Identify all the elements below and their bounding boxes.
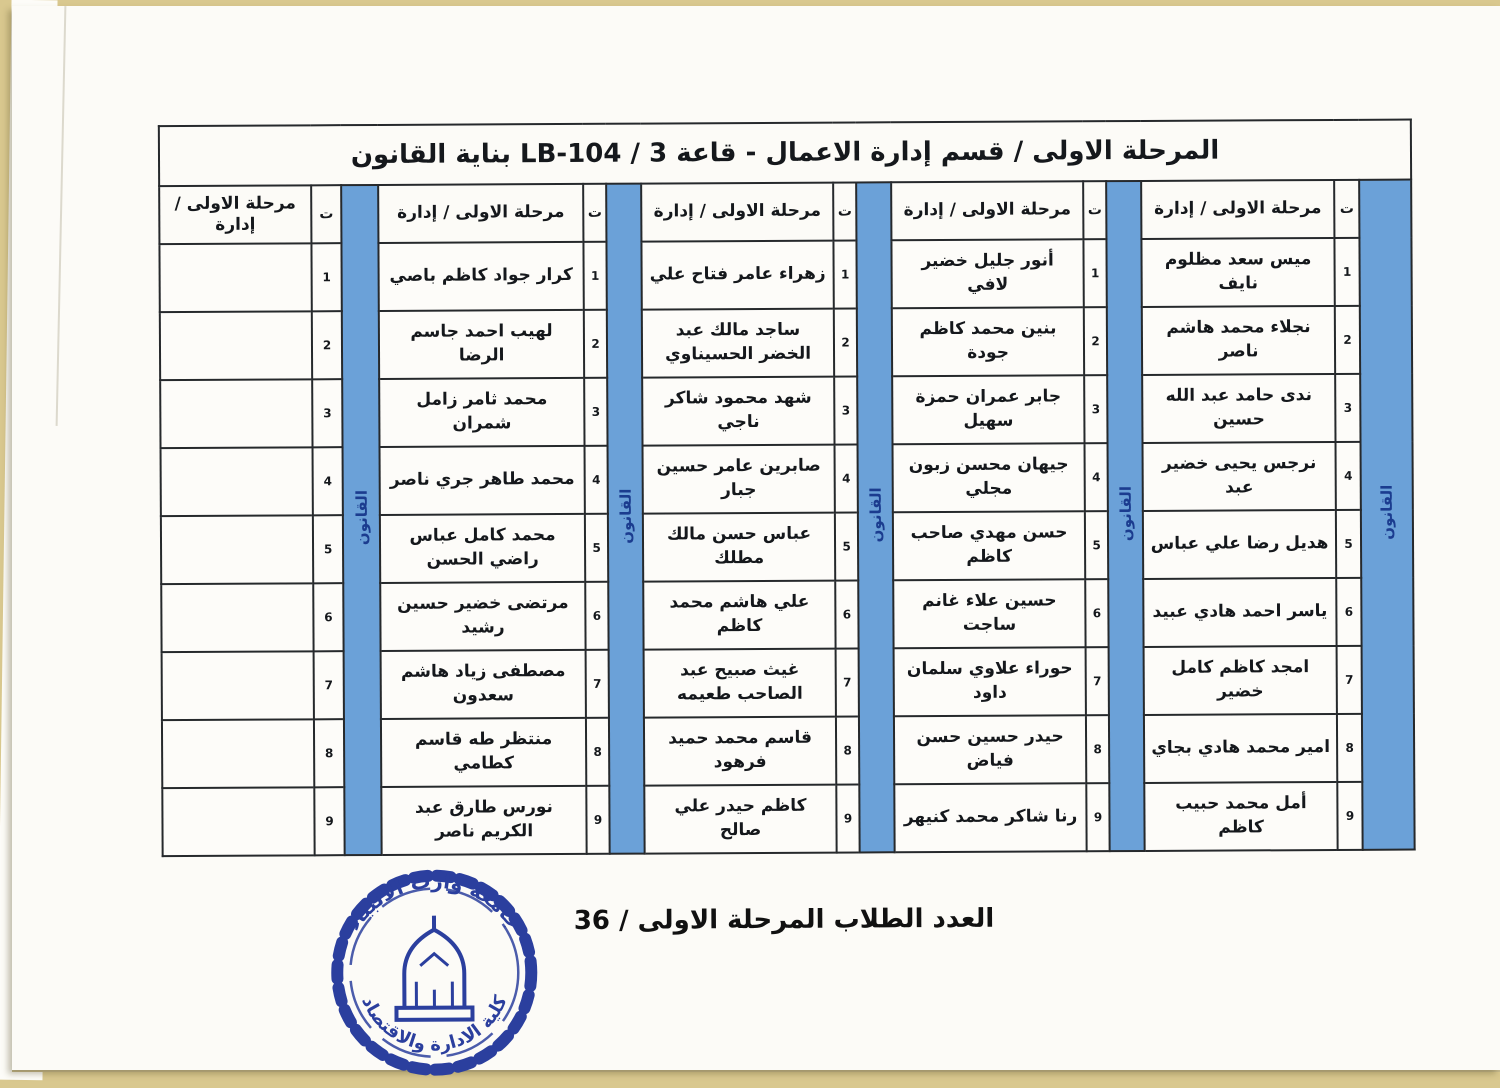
row-index: 5 <box>1085 511 1108 579</box>
law-strip-label: القانون <box>866 487 885 543</box>
row-index: 7 <box>586 650 609 718</box>
stamp-top-text: جامعة وارث الانبياء <box>340 868 528 935</box>
student-name-cell: زهراء عامر فتاح علي <box>642 241 834 310</box>
row-index: 7 <box>1086 647 1109 715</box>
scan-content <box>9 2 1500 1074</box>
law-strip-label: القانون <box>616 489 635 545</box>
student-name-cell: علي هاشم محمد كاظم <box>643 581 835 650</box>
row-index: 2 <box>834 308 857 376</box>
law-strip <box>606 184 645 854</box>
student-name-cell: منتظر طه قاسم كطامي <box>381 718 586 787</box>
student-name-cell: محمد ثامر زامل شمران <box>379 378 584 447</box>
row-index: 7 <box>836 648 859 716</box>
student-name-cell <box>162 787 314 856</box>
student-name-cell: أنور جليل خضير لافي <box>892 239 1084 308</box>
shrine-icon <box>396 915 473 1019</box>
row-index: 8 <box>314 719 344 787</box>
row-index: 8 <box>836 716 859 784</box>
row-index: 3 <box>1335 374 1360 442</box>
student-name-cell: مصطفى زياد هاشم سعدون <box>381 650 586 719</box>
row-index: 3 <box>312 379 342 447</box>
student-name-cell: حيدر حسين حسن فياض <box>894 715 1086 784</box>
row-index: 5 <box>1336 510 1361 578</box>
row-index: 6 <box>313 583 343 651</box>
index-header-cell: ت <box>311 185 341 243</box>
group-header-cell: مرحلة الاولى / إدارة <box>159 185 311 244</box>
student-name-cell: محمد طاهر جري ناصر <box>380 446 585 515</box>
student-name-cell: محمد كامل عباس راضي الحسن <box>380 514 585 583</box>
row-index: 6 <box>585 582 608 650</box>
row-index: 1 <box>834 240 857 308</box>
row-index: 2 <box>1084 307 1107 375</box>
row-index: 6 <box>1085 579 1108 647</box>
student-name-cell <box>162 719 314 788</box>
group-header-cell: مرحلة الاولى / إدارة <box>641 183 833 242</box>
law-strip <box>1106 181 1145 851</box>
row-index: 1 <box>1334 238 1359 306</box>
row-index: 9 <box>1337 782 1362 850</box>
law-strip <box>856 182 895 852</box>
index-header-cell: ت <box>1083 181 1106 239</box>
student-name-cell: لهيب احمد جاسم الرضا <box>379 310 584 379</box>
roster-table <box>158 119 1416 858</box>
row-index: 4 <box>835 444 858 512</box>
student-name-cell: امجد كاظم كامل خضير <box>1144 646 1337 715</box>
row-index: 2 <box>1335 306 1360 374</box>
row-index: 2 <box>584 310 607 378</box>
index-header-cell: ت <box>833 182 856 240</box>
student-name-cell: شهد محمود شاكر ناجي <box>642 377 834 446</box>
index-header-cell: ت <box>583 184 606 242</box>
paper <box>12 6 1500 1070</box>
group-header-cell: مرحلة الاولى / إدارة <box>891 181 1083 240</box>
student-name-cell: قاسم محمد حميد فرهود <box>644 717 836 786</box>
row-index: 9 <box>836 784 859 852</box>
index-header-cell: ت <box>1334 180 1359 238</box>
student-name-cell: حوراء علاوي سلمان داود <box>894 647 1086 716</box>
row-index: 1 <box>312 243 342 311</box>
row-index: 5 <box>585 514 608 582</box>
law-strip-label: القانون <box>1116 486 1135 542</box>
student-name-cell: كاظم حيدر علي صالح <box>644 785 836 854</box>
student-name-cell <box>160 311 312 380</box>
row-index: 1 <box>1084 239 1107 307</box>
law-strip <box>341 185 382 855</box>
student-name-cell: صابرين عامر حسين جبار <box>643 445 835 514</box>
group-header-cell: مرحلة الاولى / إدارة <box>378 184 583 243</box>
row-index: 3 <box>584 378 607 446</box>
row-index: 1 <box>584 242 607 310</box>
stamp-bottom-text: كلية الادارة والاقتصاد <box>357 992 512 1056</box>
student-name-cell: هديل رضا علي عباس <box>1143 510 1336 579</box>
student-name-cell: حسين علاء غانم ساجت <box>893 579 1085 648</box>
student-name-cell <box>161 515 313 584</box>
student-name-cell: ندى حامد عبد الله حسين <box>1142 374 1335 443</box>
student-name-cell: غيث صبيح عبد الصاحب طعيمه <box>644 649 836 718</box>
student-name-cell: رنا شاكر محمد كنيهر <box>894 783 1086 852</box>
row-index: 9 <box>314 787 344 855</box>
student-name-cell: ساجد مالك عبد الخضر الحسيناوي <box>642 309 834 378</box>
student-name-cell: نجلاء محمد هاشم ناصر <box>1142 306 1335 375</box>
row-index: 3 <box>834 376 857 444</box>
row-index: 7 <box>314 651 344 719</box>
student-name-cell <box>160 379 312 448</box>
student-name-cell: مرتضى خضير حسين رشيد <box>380 582 585 651</box>
row-index: 4 <box>1085 443 1108 511</box>
row-index: 6 <box>1336 578 1361 646</box>
student-name-cell: عباس حسن مالك مطلك <box>643 513 835 582</box>
row-index: 4 <box>585 446 608 514</box>
law-strip-label: القانون <box>352 490 371 546</box>
law-strip <box>1359 180 1415 850</box>
footer-total: العدد الطلاب المرحلة الاولى / 36 <box>573 903 995 936</box>
row-index: 8 <box>1337 714 1362 782</box>
student-name-cell: حسن مهدي صاحب كاظم <box>893 511 1085 580</box>
row-index: 9 <box>1086 783 1109 851</box>
row-index: 4 <box>1336 442 1361 510</box>
student-name-cell: بنين محمد كاظم جودة <box>892 307 1084 376</box>
row-index: 3 <box>1084 375 1107 443</box>
student-name-cell <box>162 651 314 720</box>
student-name-cell: ميس سعد مظلوم نايف <box>1142 238 1335 307</box>
student-name-cell <box>161 447 313 516</box>
student-name-cell <box>161 583 313 652</box>
row-index: 6 <box>835 580 858 648</box>
student-name-cell: نرجس يحيى خضير عبد <box>1143 442 1336 511</box>
group-header-cell: مرحلة الاولى / إدارة <box>1141 180 1334 239</box>
row-index: 9 <box>586 786 609 854</box>
student-name-cell: كرار جواد كاظم باصي <box>379 242 584 311</box>
row-index: 2 <box>312 311 342 379</box>
law-strip-label: القانون <box>1377 485 1397 541</box>
student-name-cell: امير محمد هادي بجاي <box>1144 714 1337 783</box>
student-name-cell: ياسر احمد هادي عبيد <box>1143 578 1336 647</box>
row-index: 4 <box>313 447 343 515</box>
student-name-cell: جابر عمران حمزة سهيل <box>892 375 1084 444</box>
row-index: 5 <box>835 512 858 580</box>
student-name-cell: جيهان محسن زبون مجلي <box>893 443 1085 512</box>
row-index: 7 <box>1337 646 1362 714</box>
student-name-cell <box>159 243 311 312</box>
row-index: 5 <box>313 515 343 583</box>
student-name-cell: أمل محمد حبيب كاظم <box>1144 782 1337 851</box>
university-stamp <box>322 861 547 1084</box>
student-name-cell: نورس طارق عبد الكريم ناصر <box>381 786 586 855</box>
row-index: 8 <box>1086 715 1109 783</box>
table-title: المرحلة الاولى / قسم إدارة الاعمال - قاعة 3 / LB-104 بناية القانون <box>159 120 1411 187</box>
row-index: 8 <box>586 718 609 786</box>
